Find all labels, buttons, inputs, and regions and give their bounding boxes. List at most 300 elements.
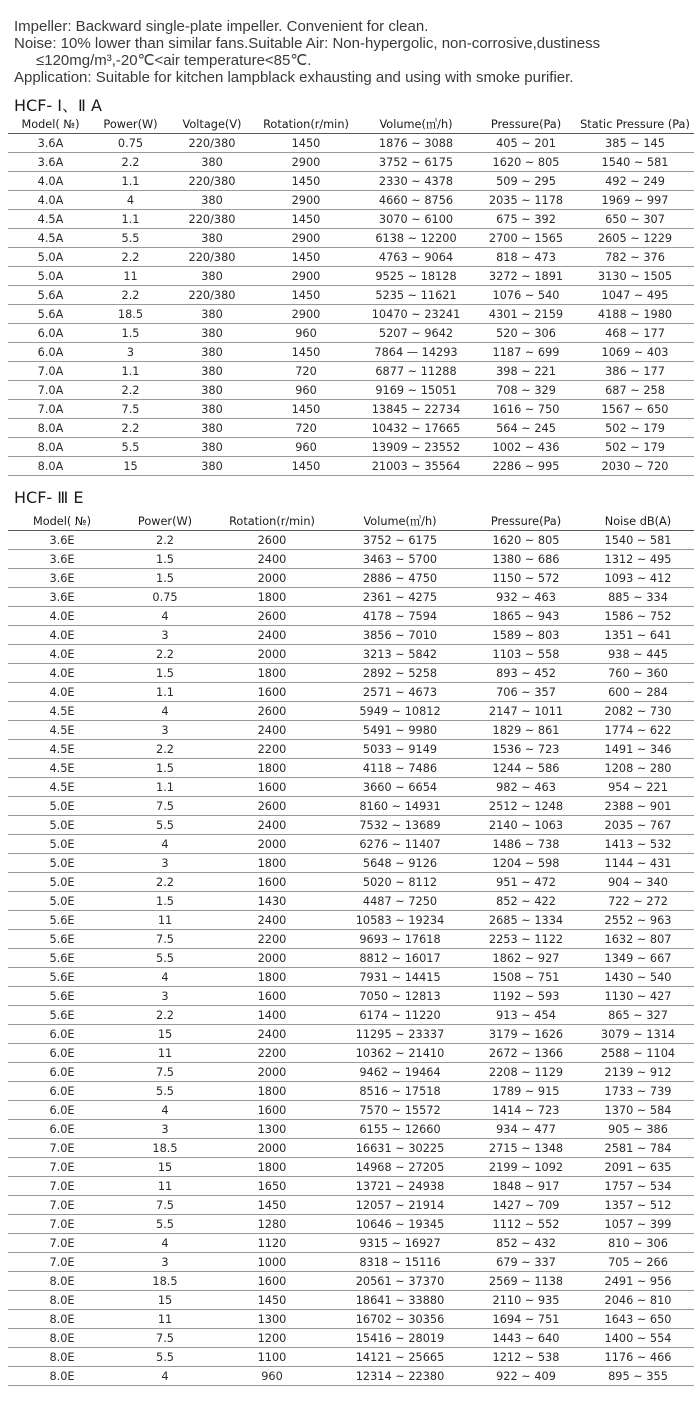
table-cell: 520 ~ 306 <box>476 324 576 343</box>
table-cell: 2000 <box>214 1139 330 1158</box>
table-cell: 1508 ~ 751 <box>470 968 582 987</box>
table-cell: 1300 <box>214 1120 330 1139</box>
table-cell: 1600 <box>214 1101 330 1120</box>
table-cell: 4.5A <box>8 229 93 248</box>
table-cell: 7.0E <box>8 1234 116 1253</box>
table-cell: 5.6E <box>8 968 116 987</box>
table-cell: 3.6A <box>8 134 93 153</box>
table-cell: 1204 ~ 598 <box>470 854 582 873</box>
table-row <box>8 740 694 759</box>
table-cell: 5.0E <box>8 797 116 816</box>
table-row <box>8 267 694 286</box>
spec-table-hcf-e <box>8 512 694 1386</box>
table2-header <box>8 512 694 531</box>
table-row <box>8 419 694 438</box>
table-cell: 1076 ~ 540 <box>476 286 576 305</box>
table-cell: 3179 ~ 1626 <box>470 1025 582 1044</box>
table-row <box>8 1291 694 1310</box>
table-cell: 7.5 <box>93 400 168 419</box>
table-cell: 386 ~ 177 <box>576 362 694 381</box>
table-cell: 3130 ~ 1505 <box>576 267 694 286</box>
table-cell: 380 <box>168 191 256 210</box>
table-cell: 380 <box>168 419 256 438</box>
table-cell: 938 ~ 445 <box>582 645 694 664</box>
table-cell: 2600 <box>214 607 330 626</box>
table-cell: 1100 <box>214 1348 330 1367</box>
table-cell: 2035 ~ 767 <box>582 816 694 835</box>
table-cell: 2672 ~ 1366 <box>470 1044 582 1063</box>
table-cell: 12314 ~ 22380 <box>330 1367 470 1386</box>
table-cell: 1150 ~ 572 <box>470 569 582 588</box>
table-cell: 2600 <box>214 797 330 816</box>
table-cell: 8.0E <box>8 1367 116 1386</box>
table-cell: 6.0A <box>8 343 93 362</box>
table-cell: 1427 ~ 709 <box>470 1196 582 1215</box>
table-cell: 1620 ~ 805 <box>470 531 582 550</box>
table-cell: 2035 ~ 1178 <box>476 191 576 210</box>
table-cell: 2605 ~ 1229 <box>576 229 694 248</box>
table-cell: 5.6E <box>8 949 116 968</box>
table-row <box>8 172 694 191</box>
table-row <box>8 949 694 968</box>
table-cell: 600 ~ 284 <box>582 683 694 702</box>
table-cell: 2200 <box>214 930 330 949</box>
table-cell: 1.5 <box>116 892 214 911</box>
table-cell: 18.5 <box>93 305 168 324</box>
air-condition-line: ≤120mg/m³,-20℃<air temperature<85℃. <box>36 52 312 69</box>
table-cell: 1450 <box>256 248 356 267</box>
table-cell: 2685 ~ 1334 <box>470 911 582 930</box>
table-cell: 15416 ~ 28019 <box>330 1329 470 1348</box>
table-row <box>8 854 694 873</box>
table-cell: 1103 ~ 558 <box>470 645 582 664</box>
column-header: Rotation(r/min) <box>214 512 330 531</box>
table-cell: 380 <box>168 305 256 324</box>
table-cell: 1536 ~ 723 <box>470 740 582 759</box>
column-header: Power(W) <box>93 115 168 134</box>
table-cell: 8.0A <box>8 438 93 457</box>
table-cell: 722 ~ 272 <box>582 892 694 911</box>
table-cell: 492 ~ 249 <box>576 172 694 191</box>
table-row <box>8 1158 694 1177</box>
table-cell: 865 ~ 327 <box>582 1006 694 1025</box>
table-cell: 11 <box>116 1044 214 1063</box>
table-cell: 2900 <box>256 153 356 172</box>
table-cell: 2.2 <box>116 1006 214 1025</box>
table-cell: 913 ~ 454 <box>470 1006 582 1025</box>
table-cell: 7.5 <box>116 797 214 816</box>
table-cell: 220/380 <box>168 172 256 191</box>
table-cell: 7.0A <box>8 362 93 381</box>
column-header: Pressure(Pa) <box>470 512 582 531</box>
table-cell: 706 ~ 357 <box>470 683 582 702</box>
table-cell: 5.0E <box>8 816 116 835</box>
table-cell: 7.5 <box>116 1063 214 1082</box>
table-cell: 468 ~ 177 <box>576 324 694 343</box>
table-cell: 11 <box>116 911 214 930</box>
table-cell: 2.2 <box>116 740 214 759</box>
table-cell: 1414 ~ 723 <box>470 1101 582 1120</box>
table-cell: 954 ~ 221 <box>582 778 694 797</box>
table-cell: 5491 ~ 9980 <box>330 721 470 740</box>
table-row <box>8 1044 694 1063</box>
table-cell: 3079 ~ 1314 <box>582 1025 694 1044</box>
table-cell: 7.5 <box>116 930 214 949</box>
table-cell: 4 <box>93 191 168 210</box>
table-cell: 982 ~ 463 <box>470 778 582 797</box>
table-cell: 9693 ~ 17618 <box>330 930 470 949</box>
table-cell: 13721 ~ 24938 <box>330 1177 470 1196</box>
table-cell: 5033 ~ 9149 <box>330 740 470 759</box>
table-cell: 3 <box>116 721 214 740</box>
table-cell: 6.0E <box>8 1063 116 1082</box>
table-cell: 1694 ~ 751 <box>470 1310 582 1329</box>
table-cell: 380 <box>168 381 256 400</box>
table-cell: 3 <box>116 626 214 645</box>
table-cell: 6138 ~ 12200 <box>356 229 476 248</box>
table-cell: 11 <box>116 1177 214 1196</box>
table-cell: 7.0E <box>8 1139 116 1158</box>
table-cell: 380 <box>168 324 256 343</box>
table-cell: 18.5 <box>116 1139 214 1158</box>
table-cell: 5.6E <box>8 1006 116 1025</box>
table-cell: 1.5 <box>116 569 214 588</box>
table-cell: 1600 <box>214 873 330 892</box>
table-cell: 4 <box>116 968 214 987</box>
table-cell: 1969 ~ 997 <box>576 191 694 210</box>
column-header: Volume(㎥/h) <box>356 115 476 134</box>
table-cell: 4.5E <box>8 740 116 759</box>
table-row <box>8 873 694 892</box>
table-cell: 4.0E <box>8 607 116 626</box>
table-cell: 1789 ~ 915 <box>470 1082 582 1101</box>
table-cell: 2400 <box>214 816 330 835</box>
table-cell: 15 <box>116 1025 214 1044</box>
table-cell: 1047 ~ 495 <box>576 286 694 305</box>
table-row <box>8 531 694 550</box>
table-row <box>8 210 694 229</box>
table-cell: 5.6E <box>8 987 116 1006</box>
table-cell: 1600 <box>214 683 330 702</box>
table-cell: 1829 ~ 861 <box>470 721 582 740</box>
table-row <box>8 759 694 778</box>
table-cell: 1430 ~ 540 <box>582 968 694 987</box>
table-cell: 2000 <box>214 949 330 968</box>
table-cell: 7.0E <box>8 1196 116 1215</box>
table-cell: 220/380 <box>168 286 256 305</box>
table-cell: 5.6A <box>8 305 93 324</box>
table-cell: 380 <box>168 457 256 476</box>
column-header: Noise dB(A) <box>582 512 694 531</box>
table-cell: 1733 ~ 739 <box>582 1082 694 1101</box>
table-cell: 2286 ~ 995 <box>476 457 576 476</box>
table-cell: 1865 ~ 943 <box>470 607 582 626</box>
table-cell: 14968 ~ 27205 <box>330 1158 470 1177</box>
table-cell: 905 ~ 386 <box>582 1120 694 1139</box>
table-cell: 380 <box>168 229 256 248</box>
table-row <box>8 1367 694 1386</box>
table-cell: 4.0A <box>8 191 93 210</box>
table-cell: 509 ~ 295 <box>476 172 576 191</box>
table-cell: 3272 ~ 1891 <box>476 267 576 286</box>
table-cell: 705 ~ 266 <box>582 1253 694 1272</box>
table-cell: 1450 <box>256 286 356 305</box>
table-cell: 3.6E <box>8 550 116 569</box>
table-cell: 2512 ~ 1248 <box>470 797 582 816</box>
table-cell: 1.5 <box>93 324 168 343</box>
table-cell: 380 <box>168 153 256 172</box>
table-cell: 6276 ~ 11407 <box>330 835 470 854</box>
table-cell: 2147 ~ 1011 <box>470 702 582 721</box>
table-cell: 2400 <box>214 1025 330 1044</box>
table-row <box>8 1348 694 1367</box>
table-cell: 4 <box>116 607 214 626</box>
table-cell: 3 <box>116 1120 214 1139</box>
table-cell: 5235 ~ 11621 <box>356 286 476 305</box>
table-row <box>8 1063 694 1082</box>
table-cell: 2.2 <box>93 153 168 172</box>
table-cell: 2.2 <box>93 286 168 305</box>
table-cell: 679 ~ 337 <box>470 1253 582 1272</box>
table-row <box>8 569 694 588</box>
table-cell: 1349 ~ 667 <box>582 949 694 968</box>
table-cell: 8.0E <box>8 1272 116 1291</box>
table-row <box>8 721 694 740</box>
table-cell: 1.5 <box>116 664 214 683</box>
table2-body <box>8 531 694 1386</box>
table-cell: 895 ~ 355 <box>582 1367 694 1386</box>
table2-title: HCF- Ⅲ E <box>14 488 84 507</box>
table-cell: 932 ~ 463 <box>470 588 582 607</box>
table-cell: 2140 ~ 1063 <box>470 816 582 835</box>
table-cell: 5.5 <box>93 438 168 457</box>
table-cell: 5648 ~ 9126 <box>330 854 470 873</box>
table-cell: 1187 ~ 699 <box>476 343 576 362</box>
table-cell: 2.2 <box>93 248 168 267</box>
table-row <box>8 797 694 816</box>
table-cell: 1450 <box>256 172 356 191</box>
table-cell: 885 ~ 334 <box>582 588 694 607</box>
table-cell: 220/380 <box>168 248 256 267</box>
table-cell: 4.0E <box>8 626 116 645</box>
table-cell: 1774 ~ 622 <box>582 721 694 740</box>
table-cell: 1208 ~ 280 <box>582 759 694 778</box>
table-cell: 934 ~ 477 <box>470 1120 582 1139</box>
table-cell: 2139 ~ 912 <box>582 1063 694 1082</box>
table-row <box>8 702 694 721</box>
table-cell: 5.6A <box>8 286 93 305</box>
column-header: Model( №) <box>8 512 116 531</box>
table-cell: 20561 ~ 37370 <box>330 1272 470 1291</box>
table-cell: 2715 ~ 1348 <box>470 1139 582 1158</box>
table-cell: 1491 ~ 346 <box>582 740 694 759</box>
table-cell: 2200 <box>214 1044 330 1063</box>
table-row <box>8 1101 694 1120</box>
table-cell: 2400 <box>214 721 330 740</box>
table-cell: 2.2 <box>116 645 214 664</box>
table-cell: 1620 ~ 805 <box>476 153 576 172</box>
table-cell: 4118 ~ 7486 <box>330 759 470 778</box>
table-cell: 2886 ~ 4750 <box>330 569 470 588</box>
table-cell: 4188 ~ 1980 <box>576 305 694 324</box>
table-cell: 13909 ~ 23552 <box>356 438 476 457</box>
table-cell: 708 ~ 329 <box>476 381 576 400</box>
table-cell: 4.5E <box>8 721 116 740</box>
table-cell: 3752 ~ 6175 <box>356 153 476 172</box>
table-cell: 405 ~ 201 <box>476 134 576 153</box>
table-cell: 2082 ~ 730 <box>582 702 694 721</box>
table-cell: 2400 <box>214 911 330 930</box>
table-cell: 818 ~ 473 <box>476 248 576 267</box>
table-cell: 4 <box>116 835 214 854</box>
table-cell: 1057 ~ 399 <box>582 1215 694 1234</box>
table-cell: 4301 ~ 2159 <box>476 305 576 324</box>
table-cell: 14121 ~ 25665 <box>330 1348 470 1367</box>
table-cell: 7570 ~ 15572 <box>330 1101 470 1120</box>
table-cell: 380 <box>168 267 256 286</box>
table-cell: 782 ~ 376 <box>576 248 694 267</box>
table-cell: 1400 ~ 554 <box>582 1329 694 1348</box>
table-cell: 16631 ~ 30225 <box>330 1139 470 1158</box>
table-cell: 220/380 <box>168 134 256 153</box>
table-cell: 1000 <box>214 1253 330 1272</box>
intro-text <box>14 18 694 86</box>
table-cell: 1.1 <box>93 172 168 191</box>
table-cell: 1800 <box>214 664 330 683</box>
table-cell: 2.2 <box>93 419 168 438</box>
table-row <box>8 248 694 267</box>
table-cell: 1400 <box>214 1006 330 1025</box>
table-cell: 2900 <box>256 191 356 210</box>
table-cell: 5.5 <box>116 949 214 968</box>
table-row <box>8 1177 694 1196</box>
table-cell: 5.0E <box>8 854 116 873</box>
table-cell: 5207 ~ 9642 <box>356 324 476 343</box>
table-cell: 7.0E <box>8 1253 116 1272</box>
table-cell: 380 <box>168 400 256 419</box>
table-cell: 8.0A <box>8 457 93 476</box>
table-cell: 1370 ~ 584 <box>582 1101 694 1120</box>
table-cell: 3.6A <box>8 153 93 172</box>
table-cell: 1380 ~ 686 <box>470 550 582 569</box>
table1-header <box>8 115 694 134</box>
table-row <box>8 134 694 153</box>
table-cell: 9315 ~ 16927 <box>330 1234 470 1253</box>
table-cell: 6877 ~ 11288 <box>356 362 476 381</box>
table-cell: 1.1 <box>116 683 214 702</box>
table-cell: 4.0E <box>8 645 116 664</box>
table-cell: 0.75 <box>116 588 214 607</box>
table-cell: 5020 ~ 8112 <box>330 873 470 892</box>
table-cell: 6174 ~ 11220 <box>330 1006 470 1025</box>
table-cell: 922 ~ 409 <box>470 1367 582 1386</box>
table-cell: 1.5 <box>116 550 214 569</box>
table-cell: 5.0E <box>8 835 116 854</box>
table-cell: 3 <box>116 854 214 873</box>
table-cell: 1632 ~ 807 <box>582 930 694 949</box>
table-cell: 1112 ~ 552 <box>470 1215 582 1234</box>
table-cell: 18.5 <box>116 1272 214 1291</box>
table-cell: 1144 ~ 431 <box>582 854 694 873</box>
table-cell: 960 <box>214 1367 330 1386</box>
table-row <box>8 645 694 664</box>
table-cell: 8.0A <box>8 419 93 438</box>
column-header: Voltage(V) <box>168 115 256 134</box>
table-cell: 2000 <box>214 1063 330 1082</box>
table-cell: 0.75 <box>93 134 168 153</box>
table-row <box>8 362 694 381</box>
table-cell: 760 ~ 360 <box>582 664 694 683</box>
table-cell: 2388 ~ 901 <box>582 797 694 816</box>
column-header: Volume(㎥/h) <box>330 512 470 531</box>
table-cell: 1600 <box>214 1272 330 1291</box>
table-cell: 4.5E <box>8 778 116 797</box>
table-cell: 2000 <box>214 835 330 854</box>
table-cell: 15 <box>116 1158 214 1177</box>
table-cell: 960 <box>256 381 356 400</box>
table-cell: 7931 ~ 14415 <box>330 968 470 987</box>
table-cell: 3.6E <box>8 531 116 550</box>
table-row <box>8 343 694 362</box>
table-cell: 2400 <box>214 550 330 569</box>
table-cell: 7864 — 14293 <box>356 343 476 362</box>
table-cell: 3752 ~ 6175 <box>330 531 470 550</box>
table-row <box>8 987 694 1006</box>
table-cell: 380 <box>168 362 256 381</box>
table-cell: 1176 ~ 466 <box>582 1348 694 1367</box>
table-cell: 2330 ~ 4378 <box>356 172 476 191</box>
table1-title: HCF- Ⅰ、Ⅱ A <box>14 96 102 115</box>
column-header: Model( №) <box>8 115 93 134</box>
table-cell: 5.5 <box>116 1348 214 1367</box>
table-cell: 7532 ~ 13689 <box>330 816 470 835</box>
table-cell: 16702 ~ 30356 <box>330 1310 470 1329</box>
table-cell: 1586 ~ 752 <box>582 607 694 626</box>
table-cell: 7.0E <box>8 1158 116 1177</box>
table-cell: 2600 <box>214 702 330 721</box>
table-cell: 4 <box>116 1101 214 1120</box>
table-cell: 5.0A <box>8 267 93 286</box>
table-cell: 3463 ~ 5700 <box>330 550 470 569</box>
table-cell: 5.6E <box>8 930 116 949</box>
table-cell: 1800 <box>214 968 330 987</box>
table-row <box>8 835 694 854</box>
table-cell: 10362 ~ 21410 <box>330 1044 470 1063</box>
table-row <box>8 191 694 210</box>
table-row <box>8 1025 694 1044</box>
table-cell: 5.0A <box>8 248 93 267</box>
table-row <box>8 229 694 248</box>
table-cell: 2000 <box>214 569 330 588</box>
table-cell: 380 <box>168 343 256 362</box>
table-cell: 2.2 <box>116 531 214 550</box>
table-cell: 2700 ~ 1565 <box>476 229 576 248</box>
table-cell: 10583 ~ 19234 <box>330 911 470 930</box>
table-cell: 4.5A <box>8 210 93 229</box>
table-cell: 8.0E <box>8 1329 116 1348</box>
table-cell: 5.5 <box>116 1215 214 1234</box>
table-cell: 5.0E <box>8 873 116 892</box>
table-cell: 9169 ~ 15051 <box>356 381 476 400</box>
table-cell: 2253 ~ 1122 <box>470 930 582 949</box>
table-cell: 11 <box>116 1310 214 1329</box>
table-cell: 7.0E <box>8 1177 116 1196</box>
table-cell: 10470 ~ 23241 <box>356 305 476 324</box>
table-cell: 960 <box>256 438 356 457</box>
table-cell: 6.0E <box>8 1082 116 1101</box>
table-cell: 3 <box>93 343 168 362</box>
table-cell: 8.0E <box>8 1348 116 1367</box>
